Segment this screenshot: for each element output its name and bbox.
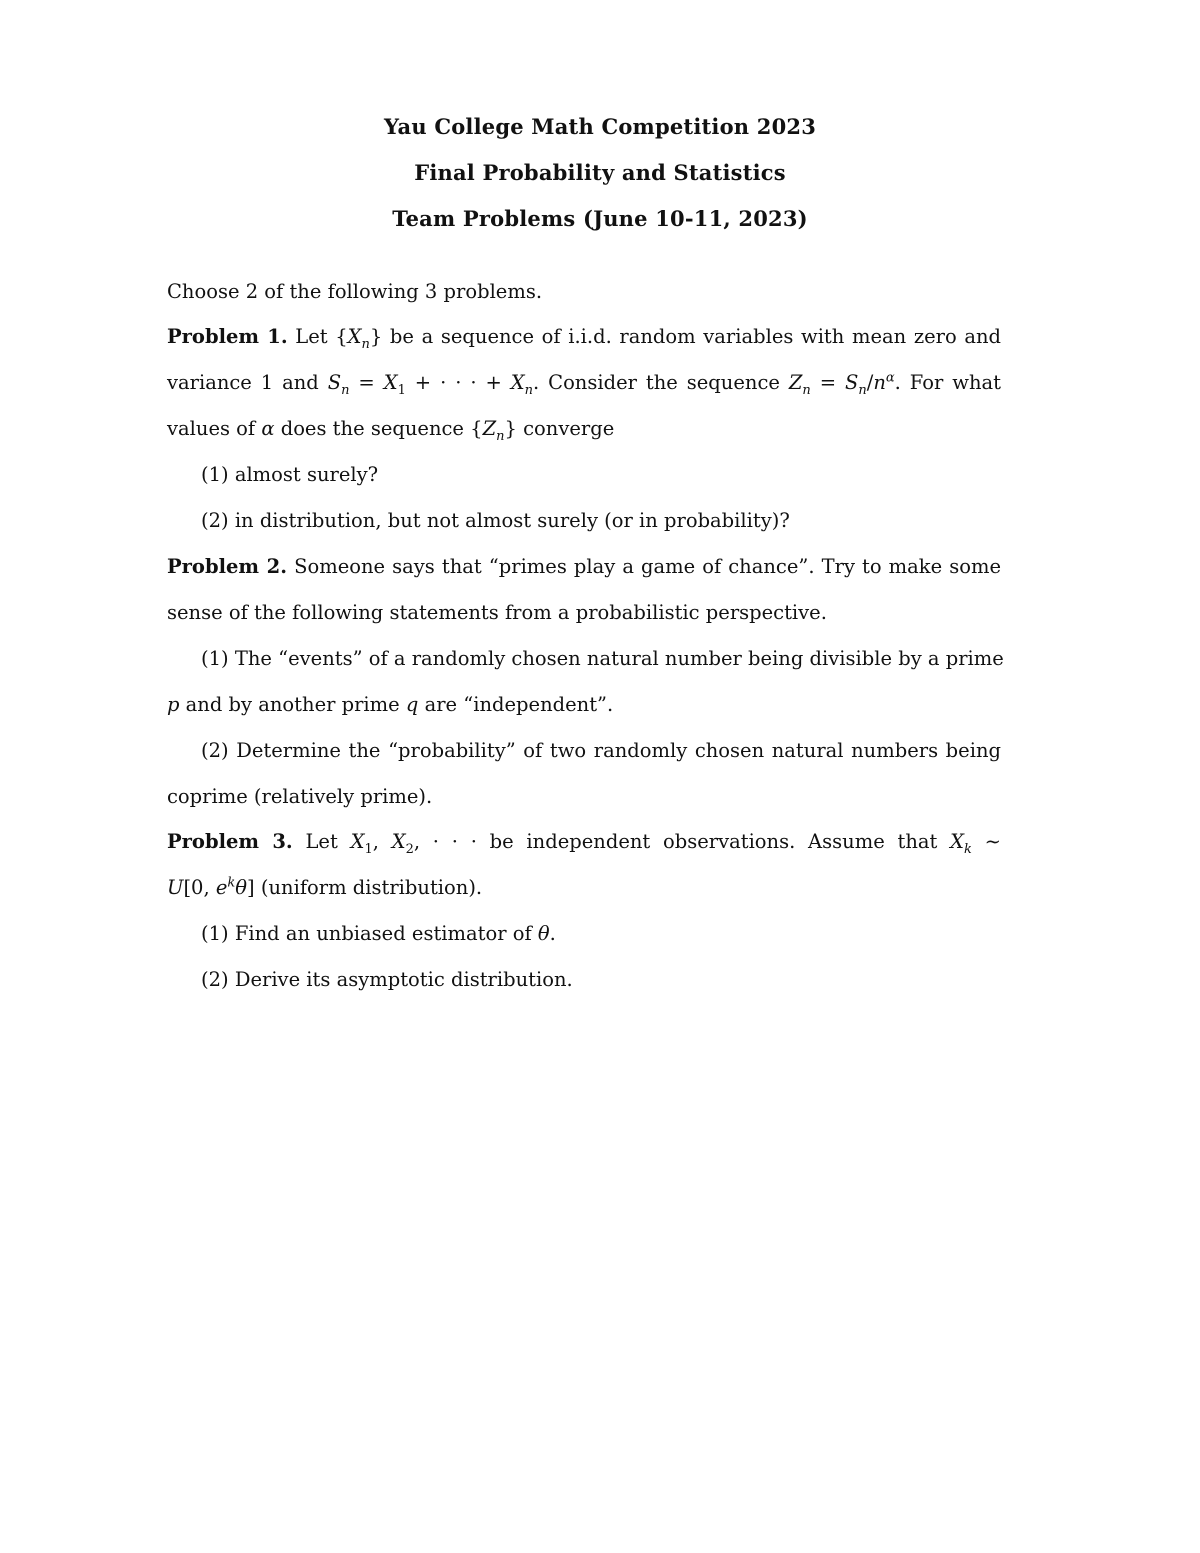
document-subtitle: Final Probability and Statistics [414, 160, 786, 185]
problem-1-label: Problem 1. [167, 325, 288, 348]
problem-1-line-3: values of α does the sequence $\{Z_n\}$ converge [167, 417, 615, 444]
problem-2-label: Problem 2. [167, 555, 288, 578]
document-title: Yau College Math Competition 2023 [383, 114, 817, 139]
problem-3-line-1: Problem 3. Let $X_1$, $X_2$, · · · be independent observations. Assume that $X_k$ ∼ [167, 830, 1001, 857]
document-session: Team Problems (June 10-11, 2023) [392, 206, 808, 231]
problem-2-part-2: (2) Determine the “probability” of two randomly chosen natural numbers being [201, 739, 1001, 762]
problem-2-line-1: Problem 2. Someone says that “primes play a game of chance”. Try to make some [167, 555, 1001, 578]
problem-2-part-1-cont: p and by another prime q are “independent”. [167, 693, 614, 716]
instructions: Choose 2 of the following 3 problems. [167, 280, 543, 303]
problem-1-part-1: (1) almost surely? [201, 463, 379, 486]
problem-3-line-2: U[0, $e^k\theta$] (uniform distribution). [167, 875, 483, 899]
problem-2-part-2-cont: coprime (relatively prime). [167, 785, 433, 808]
problem-1-line-1: Problem 1. Let $\{X_n\}$ be a sequence of i.i.d. random variables with mean zero and [167, 325, 1001, 352]
problem-2-line-2: sense of the following statements from a probabilistic perspective. [167, 601, 827, 624]
problem-2-part-1: (1) The “events” of a randomly chosen natural number being divisible by a prime [201, 647, 1004, 670]
problem-3-part-2: (2) Derive its asymptotic distribution. [201, 968, 573, 991]
problem-1-line-2: variance 1 and $S_n = X_1$ + · · · + $X_n$. Consider the sequence $Z_n = S_n/n^\alpha$. For what [167, 370, 1001, 398]
problem-3-label: Problem 3. [167, 830, 293, 853]
problem-3-part-1: (1) Find an unbiased estimator of θ. [201, 922, 556, 945]
problem-1-part-2: (2) in distribution, but not almost surely (or in probability)? [201, 509, 790, 532]
